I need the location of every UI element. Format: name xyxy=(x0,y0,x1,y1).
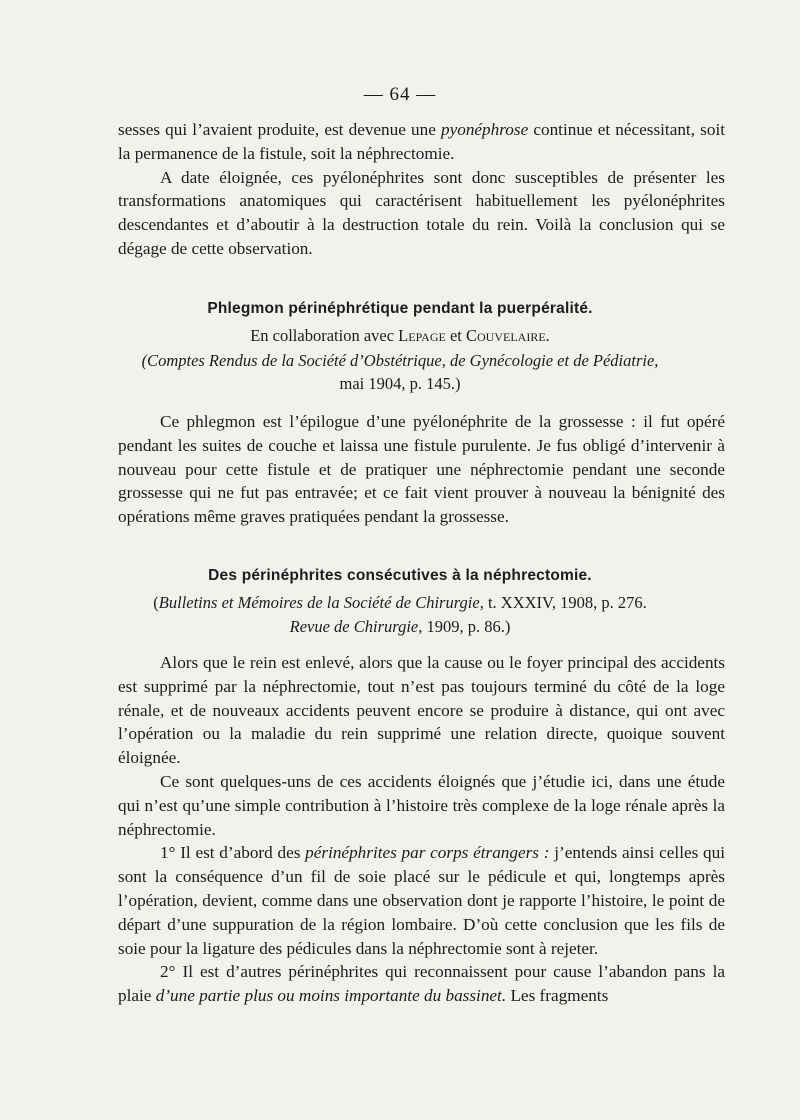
section-title-perinephrites: Des périnéphrites consécutives à la néphrectomie. xyxy=(208,567,592,584)
page-number: — 64 — xyxy=(363,84,437,105)
paragraph xyxy=(118,841,725,960)
reference-line: (Comptes Rendus de la Société d’Obstétrique, de Gynécologie et de Pédiatrie, xyxy=(141,351,659,370)
text-run: continue et nécessitant, soit la permanence de la fistule, soit la néphrectomie. xyxy=(118,120,725,163)
text-run: 2° Il est d’autres périnéphrites qui reconnaissent pour cause l’abandon pans la plaie xyxy=(118,962,725,1006)
italic-text: d’une partie plus ou moins importante du bassinet. xyxy=(155,986,507,1006)
intro-text xyxy=(118,118,725,261)
reference-line: Revue de Chirurgie, 1909, p. 86.) xyxy=(289,617,511,636)
paragraph xyxy=(118,166,725,261)
paragraph xyxy=(118,651,725,770)
reference-line: (Bulletins et Mémoires de la Société de Chirurgie, t. XXXIV, 1908, p. 276. xyxy=(153,593,647,612)
text-run: Les fragments xyxy=(506,986,609,1006)
paragraph xyxy=(118,410,725,529)
text-run: Ce sont quelques-uns de ces accidents éloignés que j’étudie ici, dans une étude qui n’est qu’une simple contribution à l’histoire très complexe de la loge rénale après la néphrectomie. xyxy=(118,771,725,839)
reference-line: mai 1904, p. 145.) xyxy=(339,374,461,393)
paragraph xyxy=(118,118,725,166)
section-title-phlegmon: Phlegmon périnéphrétique pendant la puerpéralité. xyxy=(207,300,593,317)
italic-text: périnéphrites par corps étrangers : xyxy=(305,843,550,863)
text-run: 1° Il est d’abord des xyxy=(160,843,306,863)
collaboration-line: En collaboration avec Lepage et Couvelaire. xyxy=(250,326,550,345)
text-run: sesses qui l’avaient produite, est devenue une xyxy=(118,120,442,139)
italic-text: pyonéphrose xyxy=(441,120,529,139)
text-run: A date éloignée, ces pyélonéphrites sont donc susceptibles de présenter les transformations anatomiques qui caractérisent habituellement les pyélonéphrites descendantes et d’aboutir à la destruction totale du rein. Voilà la conclusion qui se dégage de cette observation. xyxy=(118,167,725,258)
paragraph xyxy=(118,770,725,841)
text-run: Alors que le rein est enlevé, alors que la cause ou le foyer principal des accidents est supprimé par la néphrectomie, tout n’est pas toujours terminé du côté de la loge rénale, et de nouveaux accidents peuvent encore se produire à distance, qui ont avec l’opération ou la maladie du rein supprimé une relation directe, quoique souvent éloignée. xyxy=(118,653,725,768)
text-run: Ce phlegmon est l’épilogue d’une pyélonéphrite de la grossesse : il fut opéré pendant les suites de couche et laissa une fistule purulente. Je fus obligé d’intervenir à nouveau pour cette fistule et de pratiquer une néphrectomie pendant une seconde grossesse qui ne fut pas entravée; et ce fait vient prouver à nouveau la bénignité des opérations même graves pratiquées pendant la grossesse. xyxy=(118,412,725,527)
text-run: j’entends ainsi celles qui sont la conséquence d’un fil de soie placé sur le pédicule et qui, longtemps après l’opération, devient, comme dans une observation dont je rapporte l’histoire, le point de départ d’une suppuration de la région lombaire. D’où cette conclusion que les fils de soie pour la ligature des pédicules dans la néphrectomie sont à rejeter. xyxy=(118,843,726,958)
section-body-perinephrites xyxy=(118,651,725,1008)
author-name: Lepage xyxy=(398,326,446,345)
author-name: Couvelaire xyxy=(466,326,546,345)
section-body-phlegmon xyxy=(118,410,725,529)
paragraph xyxy=(118,960,725,1008)
